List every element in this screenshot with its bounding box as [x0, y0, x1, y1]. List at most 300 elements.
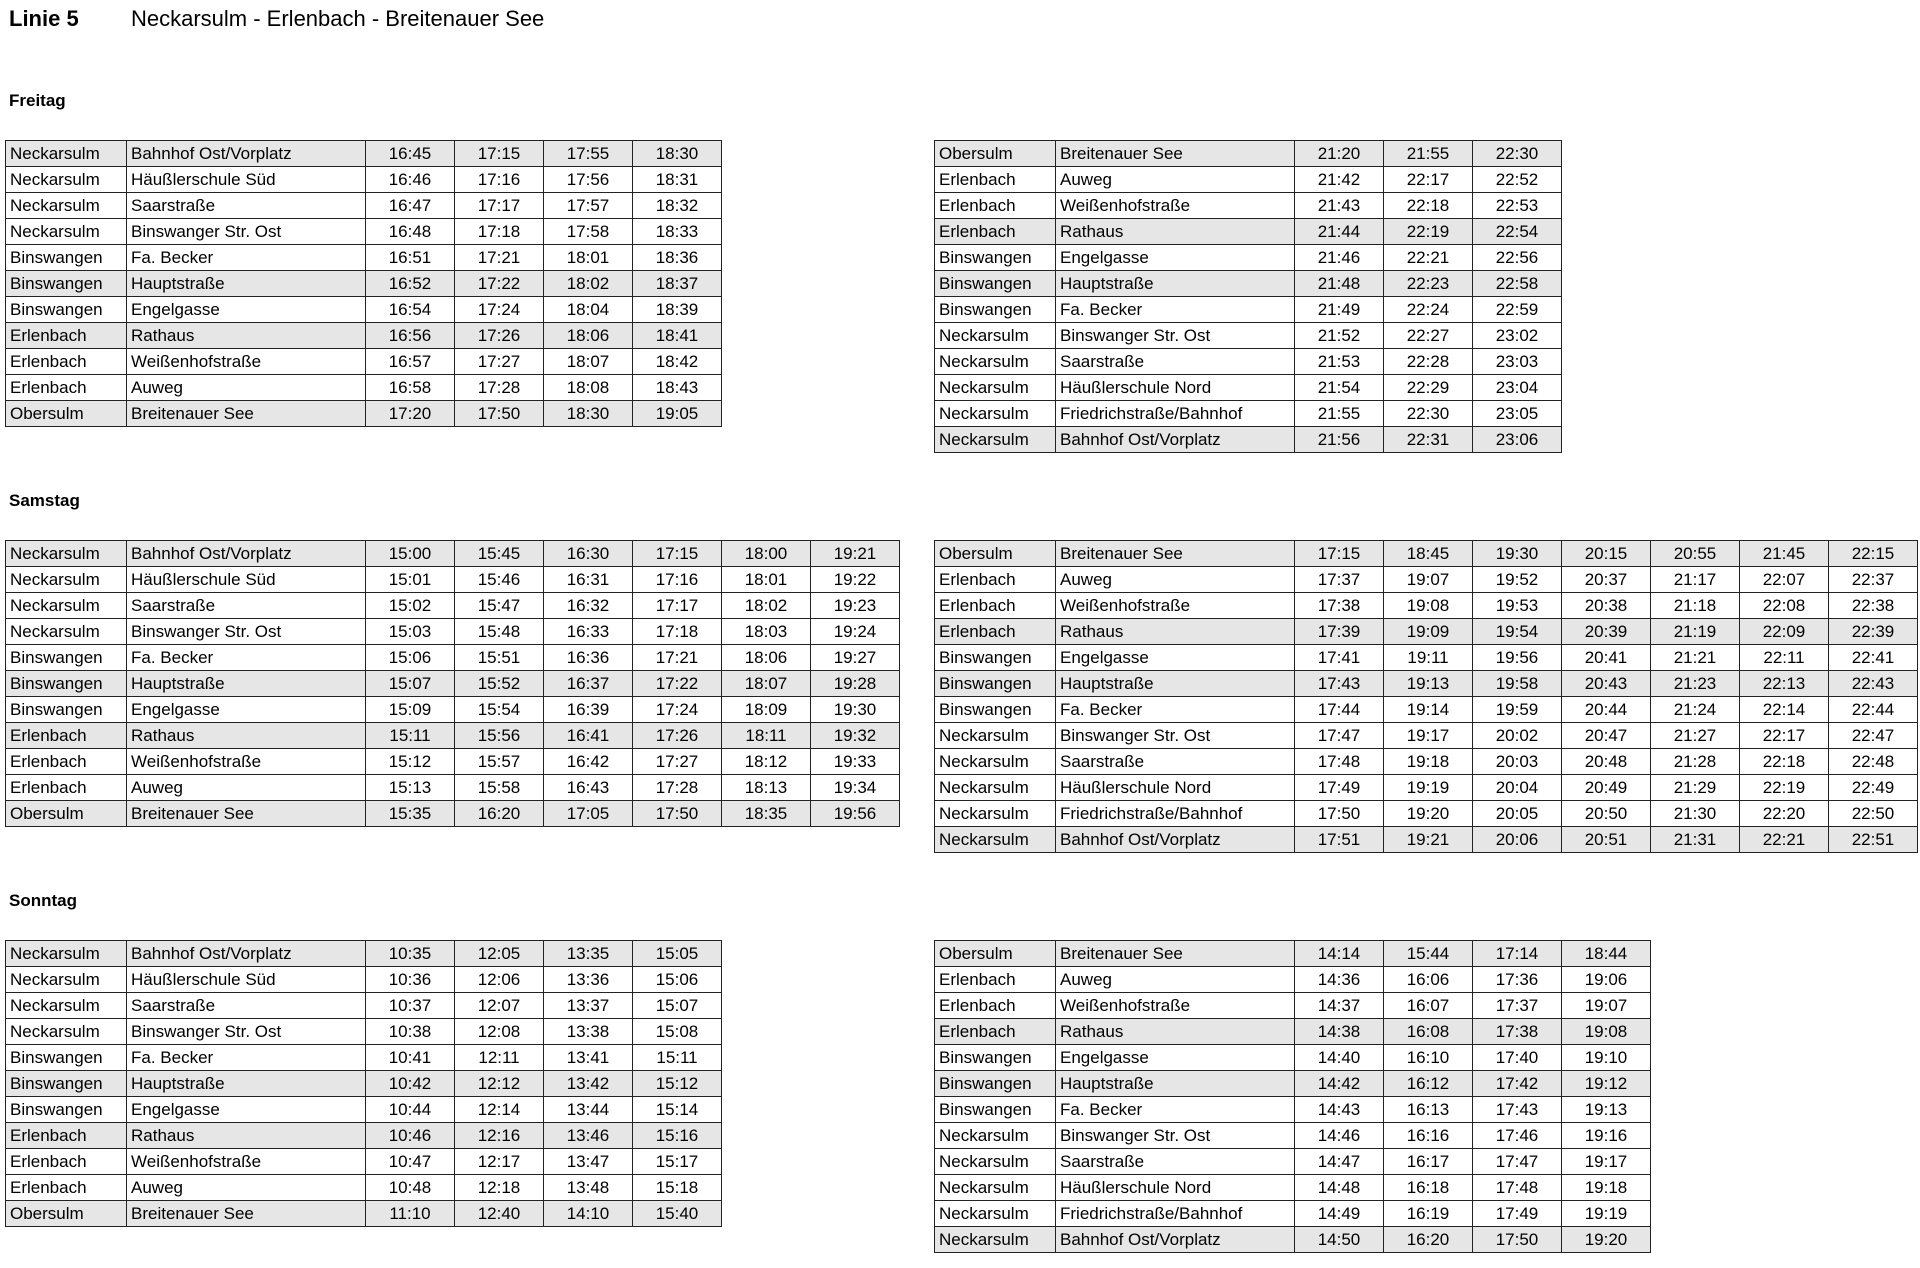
time-cell: 15:06	[366, 645, 455, 671]
time-cell: 18:06	[544, 323, 633, 349]
time-cell: 17:48	[1295, 749, 1384, 775]
time-cell: 18:43	[633, 375, 722, 401]
time-cell: 17:47	[1295, 723, 1384, 749]
table-row	[6, 619, 900, 645]
time-cell: 15:11	[633, 1045, 722, 1071]
town-cell: Neckarsulm	[6, 967, 127, 993]
time-cell: 15:18	[633, 1175, 722, 1201]
time-cell: 15:57	[455, 749, 544, 775]
time-cell: 21:19	[1651, 619, 1740, 645]
time-cell: 19:18	[1562, 1175, 1651, 1201]
time-cell: 13:48	[544, 1175, 633, 1201]
time-cell: 19:07	[1562, 993, 1651, 1019]
town-cell: Erlenbach	[6, 375, 127, 401]
stop-cell: Weißenhofstraße	[1056, 193, 1295, 219]
town-cell: Erlenbach	[935, 993, 1056, 1019]
stop-cell: Binswanger Str. Ost	[1056, 1123, 1295, 1149]
time-cell: 21:27	[1651, 723, 1740, 749]
time-cell: 16:54	[366, 297, 455, 323]
time-cell: 17:39	[1295, 619, 1384, 645]
day-title-sunday: Sonntag	[9, 891, 77, 910]
time-cell: 20:15	[1562, 541, 1651, 567]
stop-cell: Häußlerschule Süd	[127, 567, 366, 593]
time-cell: 16:12	[1384, 1071, 1473, 1097]
town-cell: Neckarsulm	[935, 1227, 1056, 1253]
stop-cell: Friedrichstraße/Bahnhof	[1056, 1201, 1295, 1227]
stop-cell: Hauptstraße	[1056, 271, 1295, 297]
town-cell: Obersulm	[6, 1201, 127, 1227]
stop-cell: Binswanger Str. Ost	[1056, 723, 1295, 749]
town-cell: Neckarsulm	[935, 375, 1056, 401]
time-cell: 21:46	[1295, 245, 1384, 271]
town-cell: Binswangen	[935, 245, 1056, 271]
time-cell: 22:43	[1829, 671, 1918, 697]
stop-cell: Engelgasse	[127, 1097, 366, 1123]
time-cell: 16:30	[544, 541, 633, 567]
time-cell: 20:50	[1562, 801, 1651, 827]
table-row	[6, 593, 900, 619]
time-cell: 17:38	[1295, 593, 1384, 619]
time-cell: 12:12	[455, 1071, 544, 1097]
time-cell: 16:47	[366, 193, 455, 219]
table-row	[935, 141, 1562, 167]
stop-cell: Breitenauer See	[127, 401, 366, 427]
stop-cell: Weißenhofstraße	[127, 349, 366, 375]
stop-cell: Weißenhofstraße	[1056, 593, 1295, 619]
time-cell: 22:14	[1740, 697, 1829, 723]
time-cell: 19:16	[1562, 1123, 1651, 1149]
time-cell: 17:21	[633, 645, 722, 671]
time-cell: 22:44	[1829, 697, 1918, 723]
town-cell: Neckarsulm	[935, 775, 1056, 801]
time-cell: 21:29	[1651, 775, 1740, 801]
stop-cell: Engelgasse	[127, 297, 366, 323]
town-cell: Obersulm	[935, 941, 1056, 967]
time-cell: 18:42	[633, 349, 722, 375]
table-row	[935, 775, 1918, 801]
time-cell: 22:30	[1384, 401, 1473, 427]
time-cell: 19:30	[811, 697, 900, 723]
time-cell: 15:12	[633, 1071, 722, 1097]
time-cell: 23:04	[1473, 375, 1562, 401]
time-cell: 17:17	[455, 193, 544, 219]
stop-cell: Saarstraße	[1056, 749, 1295, 775]
time-cell: 16:08	[1384, 1019, 1473, 1045]
time-cell: 18:04	[544, 297, 633, 323]
time-cell: 22:39	[1829, 619, 1918, 645]
time-cell: 22:24	[1384, 297, 1473, 323]
time-cell: 18:44	[1562, 941, 1651, 967]
stop-cell: Weißenhofstraße	[127, 749, 366, 775]
time-cell: 19:59	[1473, 697, 1562, 723]
time-cell: 17:36	[1473, 967, 1562, 993]
time-cell: 19:56	[1473, 645, 1562, 671]
time-cell: 22:58	[1473, 271, 1562, 297]
time-cell: 22:07	[1740, 567, 1829, 593]
time-cell: 22:17	[1740, 723, 1829, 749]
town-cell: Erlenbach	[6, 749, 127, 775]
time-cell: 16:42	[544, 749, 633, 775]
time-cell: 10:42	[366, 1071, 455, 1097]
table-row	[6, 271, 722, 297]
table-row	[935, 271, 1562, 297]
time-cell: 22:41	[1829, 645, 1918, 671]
time-cell: 18:09	[722, 697, 811, 723]
table-row	[6, 801, 900, 827]
day-title-saturday: Samstag	[9, 491, 80, 510]
town-cell: Erlenbach	[6, 775, 127, 801]
time-cell: 19:24	[811, 619, 900, 645]
time-cell: 18:02	[722, 593, 811, 619]
stop-cell: Rathaus	[127, 723, 366, 749]
time-cell: 19:20	[1384, 801, 1473, 827]
time-cell: 16:51	[366, 245, 455, 271]
time-cell: 17:50	[1473, 1227, 1562, 1253]
time-cell: 15:14	[633, 1097, 722, 1123]
stop-cell: Häußlerschule Nord	[1056, 775, 1295, 801]
time-cell: 23:02	[1473, 323, 1562, 349]
time-cell: 16:13	[1384, 1097, 1473, 1123]
time-cell: 17:15	[633, 541, 722, 567]
time-cell: 16:07	[1384, 993, 1473, 1019]
time-cell: 16:37	[544, 671, 633, 697]
time-cell: 19:08	[1562, 1019, 1651, 1045]
stop-cell: Auweg	[127, 775, 366, 801]
time-cell: 17:18	[633, 619, 722, 645]
time-cell: 20:43	[1562, 671, 1651, 697]
time-cell: 17:05	[544, 801, 633, 827]
time-cell: 12:11	[455, 1045, 544, 1071]
time-cell: 19:17	[1562, 1149, 1651, 1175]
town-cell: Binswangen	[6, 645, 127, 671]
table-row	[6, 749, 900, 775]
table-row	[935, 245, 1562, 271]
time-cell: 18:37	[633, 271, 722, 297]
stop-cell: Engelgasse	[1056, 1045, 1295, 1071]
time-cell: 23:06	[1473, 427, 1562, 453]
stop-cell: Häußlerschule Süd	[127, 967, 366, 993]
time-cell: 19:28	[811, 671, 900, 697]
time-cell: 10:48	[366, 1175, 455, 1201]
line-number: Linie 5	[9, 6, 79, 31]
town-cell: Neckarsulm	[935, 323, 1056, 349]
town-cell: Neckarsulm	[6, 541, 127, 567]
time-cell: 16:57	[366, 349, 455, 375]
time-cell: 15:07	[366, 671, 455, 697]
time-cell: 22:09	[1740, 619, 1829, 645]
time-cell: 10:35	[366, 941, 455, 967]
time-cell: 22:19	[1740, 775, 1829, 801]
time-cell: 17:50	[455, 401, 544, 427]
time-cell: 14:49	[1295, 1201, 1384, 1227]
table-row	[935, 593, 1918, 619]
time-cell: 17:20	[366, 401, 455, 427]
time-cell: 16:46	[366, 167, 455, 193]
time-cell: 16:41	[544, 723, 633, 749]
table-row	[935, 749, 1918, 775]
time-cell: 12:06	[455, 967, 544, 993]
time-cell: 19:20	[1562, 1227, 1651, 1253]
table-row	[935, 827, 1918, 853]
town-cell: Obersulm	[6, 801, 127, 827]
table-row	[935, 1149, 1651, 1175]
time-cell: 15:58	[455, 775, 544, 801]
stop-cell: Fa. Becker	[1056, 697, 1295, 723]
stop-cell: Auweg	[127, 1175, 366, 1201]
time-cell: 21:48	[1295, 271, 1384, 297]
town-cell: Neckarsulm	[935, 427, 1056, 453]
time-cell: 17:42	[1473, 1071, 1562, 1097]
time-cell: 17:43	[1295, 671, 1384, 697]
time-cell: 17:26	[455, 323, 544, 349]
time-cell: 15:44	[1384, 941, 1473, 967]
table-row	[935, 1201, 1651, 1227]
time-cell: 17:17	[633, 593, 722, 619]
table-row	[6, 1123, 722, 1149]
time-cell: 21:43	[1295, 193, 1384, 219]
table-row	[6, 941, 722, 967]
time-cell: 16:31	[544, 567, 633, 593]
time-cell: 19:32	[811, 723, 900, 749]
table-row	[935, 323, 1562, 349]
time-cell: 10:37	[366, 993, 455, 1019]
timetable-friday-outbound	[5, 140, 722, 427]
time-cell: 21:28	[1651, 749, 1740, 775]
stop-cell: Binswanger Str. Ost	[1056, 323, 1295, 349]
time-cell: 22:29	[1384, 375, 1473, 401]
time-cell: 19:21	[811, 541, 900, 567]
time-cell: 21:23	[1651, 671, 1740, 697]
time-cell: 15:13	[366, 775, 455, 801]
table-row	[935, 427, 1562, 453]
time-cell: 19:09	[1384, 619, 1473, 645]
stop-cell: Bahnhof Ost/Vorplatz	[1056, 827, 1295, 853]
town-cell: Binswangen	[6, 1097, 127, 1123]
time-cell: 22:38	[1829, 593, 1918, 619]
table-row	[935, 993, 1651, 1019]
time-cell: 22:59	[1473, 297, 1562, 323]
time-cell: 20:02	[1473, 723, 1562, 749]
town-cell: Neckarsulm	[6, 167, 127, 193]
town-cell: Neckarsulm	[935, 1123, 1056, 1149]
time-cell: 19:27	[811, 645, 900, 671]
table-row	[6, 723, 900, 749]
time-cell: 22:27	[1384, 323, 1473, 349]
stop-cell: Rathaus	[1056, 219, 1295, 245]
stop-cell: Fa. Becker	[127, 245, 366, 271]
time-cell: 22:50	[1829, 801, 1918, 827]
time-cell: 17:21	[455, 245, 544, 271]
time-cell: 19:10	[1562, 1045, 1651, 1071]
time-cell: 16:20	[455, 801, 544, 827]
time-cell: 14:36	[1295, 967, 1384, 993]
town-cell: Obersulm	[935, 541, 1056, 567]
time-cell: 19:06	[1562, 967, 1651, 993]
time-cell: 15:51	[455, 645, 544, 671]
time-cell: 20:55	[1651, 541, 1740, 567]
stop-cell: Engelgasse	[127, 697, 366, 723]
time-cell: 18:07	[544, 349, 633, 375]
time-cell: 18:41	[633, 323, 722, 349]
stop-cell: Engelgasse	[1056, 645, 1295, 671]
table-row	[935, 619, 1918, 645]
time-cell: 12:16	[455, 1123, 544, 1149]
time-cell: 13:42	[544, 1071, 633, 1097]
time-cell: 19:54	[1473, 619, 1562, 645]
time-cell: 16:17	[1384, 1149, 1473, 1175]
time-cell: 15:48	[455, 619, 544, 645]
table-row	[935, 1071, 1651, 1097]
stop-cell: Weißenhofstraße	[1056, 993, 1295, 1019]
table-row	[935, 297, 1562, 323]
town-cell: Erlenbach	[935, 567, 1056, 593]
time-cell: 21:53	[1295, 349, 1384, 375]
time-cell: 22:54	[1473, 219, 1562, 245]
stop-cell: Breitenauer See	[1056, 541, 1295, 567]
time-cell: 15:46	[455, 567, 544, 593]
town-cell: Erlenbach	[6, 349, 127, 375]
stop-cell: Saarstraße	[127, 193, 366, 219]
time-cell: 12:17	[455, 1149, 544, 1175]
time-cell: 21:30	[1651, 801, 1740, 827]
town-cell: Erlenbach	[935, 967, 1056, 993]
table-row	[935, 801, 1918, 827]
time-cell: 22:49	[1829, 775, 1918, 801]
time-cell: 18:02	[544, 271, 633, 297]
town-cell: Obersulm	[935, 141, 1056, 167]
table-row	[935, 1175, 1651, 1201]
time-cell: 11:10	[366, 1201, 455, 1227]
time-cell: 13:46	[544, 1123, 633, 1149]
time-cell: 19:12	[1562, 1071, 1651, 1097]
time-cell: 16:52	[366, 271, 455, 297]
table-row	[6, 1019, 722, 1045]
time-cell: 17:58	[544, 219, 633, 245]
town-cell: Obersulm	[6, 401, 127, 427]
table-row	[935, 1097, 1651, 1123]
time-cell: 22:18	[1384, 193, 1473, 219]
stop-cell: Engelgasse	[1056, 245, 1295, 271]
time-cell: 19:08	[1384, 593, 1473, 619]
stop-cell: Saarstraße	[127, 593, 366, 619]
stop-cell: Binswanger Str. Ost	[127, 1019, 366, 1045]
town-cell: Erlenbach	[935, 1019, 1056, 1045]
town-cell: Neckarsulm	[6, 193, 127, 219]
time-cell: 19:19	[1384, 775, 1473, 801]
time-cell: 17:56	[544, 167, 633, 193]
time-cell: 17:48	[1473, 1175, 1562, 1201]
time-cell: 19:17	[1384, 723, 1473, 749]
time-cell: 10:47	[366, 1149, 455, 1175]
time-cell: 17:49	[1473, 1201, 1562, 1227]
time-cell: 18:08	[544, 375, 633, 401]
time-cell: 16:36	[544, 645, 633, 671]
table-row	[6, 193, 722, 219]
time-cell: 17:46	[1473, 1123, 1562, 1149]
stop-cell: Rathaus	[127, 1123, 366, 1149]
table-row	[6, 645, 900, 671]
time-cell: 17:22	[633, 671, 722, 697]
time-cell: 20:04	[1473, 775, 1562, 801]
table-row	[935, 349, 1562, 375]
time-cell: 16:16	[1384, 1123, 1473, 1149]
stop-cell: Häußlerschule Süd	[127, 167, 366, 193]
time-cell: 17:24	[633, 697, 722, 723]
time-cell: 15:40	[633, 1201, 722, 1227]
time-cell: 14:43	[1295, 1097, 1384, 1123]
time-cell: 16:39	[544, 697, 633, 723]
time-cell: 18:03	[722, 619, 811, 645]
table-row	[935, 219, 1562, 245]
table-row	[6, 401, 722, 427]
table-row	[6, 1201, 722, 1227]
table-row	[6, 141, 722, 167]
time-cell: 20:39	[1562, 619, 1651, 645]
stop-cell: Rathaus	[1056, 619, 1295, 645]
stop-cell: Saarstraße	[1056, 1149, 1295, 1175]
time-cell: 16:18	[1384, 1175, 1473, 1201]
table-row	[935, 401, 1562, 427]
town-cell: Neckarsulm	[6, 593, 127, 619]
table-row	[6, 349, 722, 375]
table-row	[935, 723, 1918, 749]
time-cell: 21:49	[1295, 297, 1384, 323]
time-cell: 21:56	[1295, 427, 1384, 453]
time-cell: 21:44	[1295, 219, 1384, 245]
time-cell: 18:35	[722, 801, 811, 827]
time-cell: 10:44	[366, 1097, 455, 1123]
time-cell: 12:14	[455, 1097, 544, 1123]
time-cell: 18:36	[633, 245, 722, 271]
time-cell: 18:01	[722, 567, 811, 593]
town-cell: Binswangen	[6, 697, 127, 723]
time-cell: 17:41	[1295, 645, 1384, 671]
time-cell: 15:54	[455, 697, 544, 723]
time-cell: 20:47	[1562, 723, 1651, 749]
time-cell: 17:22	[455, 271, 544, 297]
stop-cell: Hauptstraße	[127, 671, 366, 697]
stop-cell: Binswanger Str. Ost	[127, 219, 366, 245]
time-cell: 18:32	[633, 193, 722, 219]
town-cell: Neckarsulm	[6, 941, 127, 967]
stop-cell: Hauptstraße	[127, 271, 366, 297]
time-cell: 17:40	[1473, 1045, 1562, 1071]
stop-cell: Breitenauer See	[127, 801, 366, 827]
time-cell: 15:35	[366, 801, 455, 827]
time-cell: 15:45	[455, 541, 544, 567]
time-cell: 15:52	[455, 671, 544, 697]
time-cell: 15:47	[455, 593, 544, 619]
stop-cell: Auweg	[127, 375, 366, 401]
time-cell: 18:30	[633, 141, 722, 167]
time-cell: 19:56	[811, 801, 900, 827]
time-cell: 15:02	[366, 593, 455, 619]
time-cell: 14:10	[544, 1201, 633, 1227]
time-cell: 16:45	[366, 141, 455, 167]
table-row	[935, 567, 1918, 593]
time-cell: 10:38	[366, 1019, 455, 1045]
time-cell: 21:54	[1295, 375, 1384, 401]
time-cell: 17:28	[455, 375, 544, 401]
stop-cell: Saarstraße	[127, 993, 366, 1019]
time-cell: 17:50	[633, 801, 722, 827]
time-cell: 21:18	[1651, 593, 1740, 619]
time-cell: 16:58	[366, 375, 455, 401]
town-cell: Erlenbach	[6, 1149, 127, 1175]
time-cell: 17:57	[544, 193, 633, 219]
time-cell: 18:06	[722, 645, 811, 671]
time-cell: 15:05	[633, 941, 722, 967]
